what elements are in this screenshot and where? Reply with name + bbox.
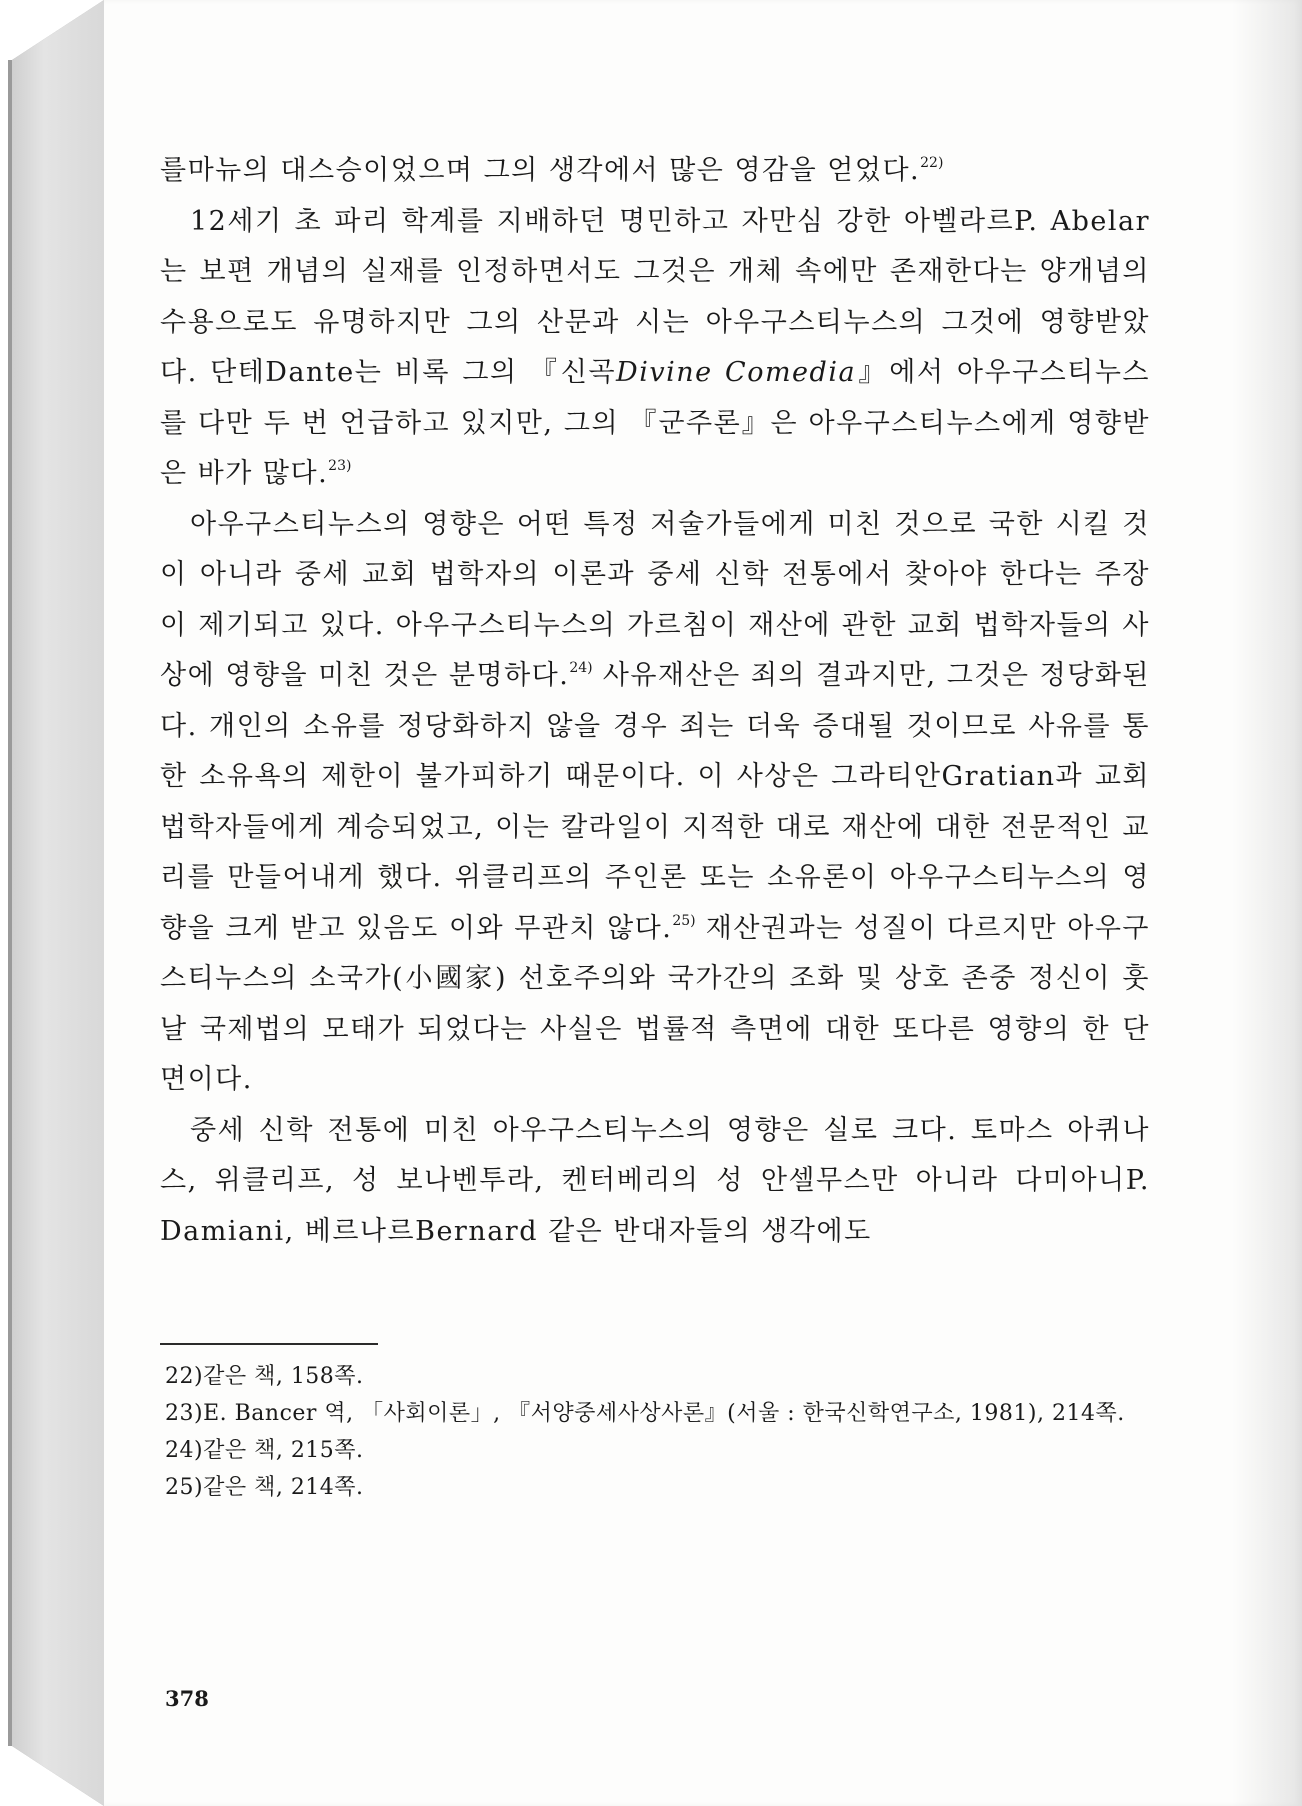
footnote-number: 25) — [165, 1475, 204, 1500]
footnote-divider — [160, 1343, 378, 1345]
paragraph — [160, 1106, 1150, 1258]
text-segment: 재산권과는 성질이 다르지만 아우구스티누스의 소국가(小國家) 선호주의와 국가간의 조화 및 상호 존중 정신이 훗날 국제법의 모태가 되었다는 사실은 법률적 측면에 대한 또다른 영향의 한 단면이다. — [160, 912, 1151, 1095]
footnote-text: 같은 책, 214쪽. — [203, 1475, 364, 1500]
footnote-number: 23) — [165, 1401, 204, 1426]
footnote — [165, 1432, 1150, 1469]
book-spine — [12, 0, 104, 1806]
footnote-text: 같은 책, 215쪽. — [203, 1438, 364, 1463]
footnote-reference: 23) — [328, 458, 352, 474]
page-shadow — [1232, 0, 1302, 1806]
footnote-number: 22) — [165, 1364, 204, 1389]
text-segment: 아우구스티누스의 영향은 어떤 특정 저술가들에게 미친 것으로 국한 시킬 것이 아니라 중세 교회 법학자의 이론과 중세 신학 전통에서 찾아야 한다는 주장이 제기되고 있다. 아우구스티누스의 가르침이 재산에 관한 교회 법학자들의 사상에 영향을 미친 것은 분명하다. — [160, 508, 1150, 691]
footnote-reference: 24) — [569, 660, 593, 676]
paragraph — [160, 197, 1150, 500]
paragraph — [160, 146, 1150, 197]
italic-title: Divine Comedia — [616, 357, 857, 388]
footnote-text: 같은 책, 158쪽. — [203, 1364, 364, 1389]
text-segment: 중세 신학 전통에 미친 아우구스티누스의 영향은 실로 크다. 토마스 아퀴나스, 위클리프, 성 보나벤투라, 켄터베리의 성 안셀무스만 아니라 다미아니P. Damiani, 베르나르Bernard 같은 반대자들의 생각에도 — [160, 1114, 1150, 1247]
text-segment: 를마뉴의 대스승이었으며 그의 생각에서 많은 영감을 얻었다. — [160, 155, 921, 186]
text-segment: 12세기 초 파리 학계를 지배하던 명민하고 자만심 강한 아벨라르P. Abelar는 보편 개념의 실재를 인정하면서도 그것은 개체 속에만 존재한다는 양개념의 수용으로도 유명하지만 그의 산문과 시는 아우구스티누스의 그것에 영향받았다. 단테Dante는 비록 그의 『신곡 — [160, 205, 1150, 388]
page-number: 378 — [165, 1686, 209, 1711]
paragraph — [160, 500, 1150, 1106]
footnote-number: 24) — [165, 1438, 204, 1463]
footnote — [165, 1469, 1150, 1506]
footnote — [165, 1358, 1150, 1395]
body-text — [160, 146, 1150, 1257]
footnote-reference: 25) — [672, 912, 696, 929]
text-segment: 』에서 아우구스티누스를 다만 두 번 언급하고 있지만, 그의 『군주론』은 아우구스티누스에게 영향받은 바가 많다. — [160, 357, 1150, 489]
footnote — [165, 1395, 1150, 1432]
footnote-reference: 22) — [920, 155, 944, 171]
footnote-text: E. Bancer 역, 「사회이론」, 『서양중세사상사론』(서울 : 한국신학연구소, 1981), 214쪽. — [203, 1401, 1125, 1426]
text-segment: 사유재산은 죄의 결과지만, 그것은 정당화된다. 개인의 소유를 정당화하지 않을 경우 죄는 더욱 증대될 것이므로 사유를 통한 소유욕의 제한이 불가피하기 때문이다. 이 사상은 그라티안Gratian과 교회 법학자들에게 계승되었고, 이는 칼라일이 지적한 대로 재산에 대한 전문적인 교리를 만들어내게 했다. 위클리프의 주인론 또는 소유론이 아우구스티누스의 영향을 크게 받고 있음도 이와 무관치 않다. — [160, 660, 1150, 944]
footnotes — [165, 1358, 1150, 1506]
